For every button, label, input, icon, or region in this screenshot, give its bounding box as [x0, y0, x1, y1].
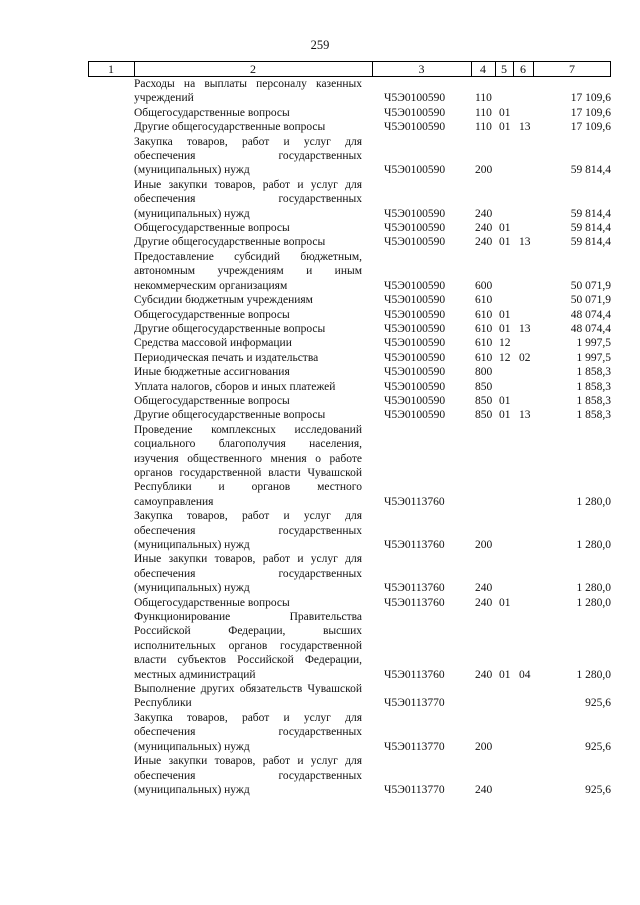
cell-sum: 1 280,0	[576, 668, 611, 681]
cell-code: Ч5Э0100590	[384, 380, 446, 393]
table-row	[88, 394, 611, 408]
table-row	[88, 336, 611, 350]
cell-pr: 13	[519, 236, 531, 249]
cell-name: Общегосударственные вопросы	[134, 394, 290, 407]
cell-vr: 200	[475, 740, 493, 753]
header-col-5: 5	[501, 62, 507, 76]
table-row	[88, 682, 611, 711]
cell-rz: 01	[499, 121, 511, 134]
budget-table	[88, 61, 611, 797]
table-row	[88, 754, 611, 797]
cell-rz: 12	[499, 351, 511, 364]
cell-vr: 200	[475, 164, 493, 177]
cell-sum: 50 071,9	[570, 294, 611, 307]
cell-code: Ч5Э0113760	[384, 668, 445, 681]
cell-vr: 200	[475, 539, 493, 551]
cell-code: Ч5Э0100590	[384, 279, 446, 292]
cell-code: Ч5Э0100590	[384, 92, 446, 105]
cell-name: Проведение комплексных исследований социального благополучия населения, изучения общественного мнения о работе органов государственной власти Чувашской Республики и органов местного самоуправления	[134, 423, 362, 508]
cell-rz: 01	[499, 394, 511, 407]
table-row	[88, 596, 611, 610]
table-row	[88, 552, 611, 595]
table-row	[88, 135, 611, 178]
cell-pr: 13	[519, 322, 531, 335]
cell-vr: 850	[475, 394, 493, 407]
cell-vr: 240	[475, 582, 493, 595]
cell-name: Выполнение других обязательств Чувашской Республики	[134, 683, 362, 710]
cell-vr: 800	[475, 366, 493, 379]
table-row	[88, 178, 611, 221]
table-row	[88, 322, 611, 336]
header-col-6: 6	[520, 62, 526, 76]
cell-name: Уплата налогов, сборов и иных платежей	[134, 380, 336, 393]
page-number: 259	[310, 38, 330, 52]
cell-sum: 48 074,4	[570, 308, 611, 321]
cell-rz: 01	[499, 596, 511, 609]
cell-vr: 240	[475, 668, 493, 681]
cell-name: Субсидии бюджетным учреждениям	[134, 294, 313, 307]
table-row	[88, 509, 611, 552]
cell-name: Периодическая печать и издательства	[134, 351, 319, 364]
table-row	[88, 380, 611, 394]
cell-vr: 110	[475, 106, 492, 119]
cell-vr: 610	[475, 294, 493, 307]
header-col-1: 1	[108, 62, 114, 76]
cell-vr: 610	[475, 308, 493, 321]
cell-pr: 04	[519, 668, 531, 681]
cell-code: Ч5Э0100590	[384, 207, 446, 220]
cell-name: Другие общегосударственные вопросы	[134, 322, 326, 335]
table-row	[88, 711, 611, 754]
table-row	[88, 77, 611, 106]
header-col-3: 3	[418, 62, 425, 76]
cell-name: Функционирование Правительства Российской Федерации, высших исполнительных органов государственной власти субъектов Российской Федерации, местных администраций	[134, 611, 362, 681]
cell-name: Другие общегосударственные вопросы	[134, 121, 326, 134]
table-header	[88, 61, 611, 77]
cell-code: Ч5Э0113770	[384, 697, 445, 710]
cell-code: Ч5Э0113760	[384, 495, 445, 508]
cell-sum: 59 814,4	[570, 207, 611, 220]
cell-sum: 925,6	[585, 740, 611, 753]
cell-vr: 240	[475, 236, 493, 249]
cell-code: Ч5Э0113760	[384, 582, 445, 595]
cell-vr: 600	[475, 279, 493, 292]
cell-code: Ч5Э0100590	[384, 409, 446, 422]
table-row	[88, 423, 611, 509]
cell-sum: 1 280,0	[576, 596, 611, 609]
cell-sum: 1 997,5	[576, 337, 611, 350]
cell-code: Ч5Э0113760	[384, 539, 445, 551]
cell-code: Ч5Э0100590	[384, 394, 446, 407]
cell-name: Другие общегосударственные вопросы	[134, 409, 326, 422]
table-row	[88, 221, 611, 235]
cell-name: Иные бюджетные ассигнования	[134, 366, 290, 379]
cell-name: Другие общегосударственные вопросы	[134, 236, 326, 249]
cell-code: Ч5Э0100590	[384, 351, 446, 364]
cell-vr: 110	[475, 92, 492, 105]
cell-code: Ч5Э0100590	[384, 294, 446, 307]
cell-name: Общегосударственные вопросы	[134, 106, 290, 119]
table-row	[88, 120, 611, 134]
cell-code: Ч5Э0100590	[384, 121, 446, 134]
cell-sum: 17 109,6	[570, 106, 611, 119]
header-col-2: 2	[250, 62, 256, 76]
header-col-4: 4	[480, 62, 486, 76]
cell-rz: 01	[499, 409, 511, 422]
cell-sum: 17 109,6	[570, 121, 611, 134]
cell-name: Общегосударственные вопросы	[134, 308, 290, 321]
cell-code: Ч5Э0100590	[384, 164, 446, 177]
cell-sum: 925,6	[585, 783, 611, 796]
cell-vr: 240	[475, 783, 493, 796]
cell-rz: 01	[499, 322, 511, 335]
table-row	[88, 106, 611, 120]
table-row	[88, 610, 611, 682]
table-row	[88, 365, 611, 379]
cell-vr: 850	[475, 409, 493, 422]
cell-vr: 850	[475, 380, 493, 393]
cell-name: Общегосударственные вопросы	[134, 222, 290, 235]
cell-rz: 12	[499, 337, 511, 350]
cell-sum: 48 074,4	[570, 322, 611, 335]
cell-vr: 610	[475, 322, 493, 335]
cell-pr: 13	[519, 121, 531, 134]
cell-code: Ч5Э0100590	[384, 236, 446, 249]
cell-sum: 50 071,9	[570, 279, 611, 292]
cell-vr: 240	[475, 207, 493, 220]
table-row	[88, 308, 611, 322]
cell-name: Закупка товаров, работ и услуг для обеспечения государственных (муниципальных) нужд	[134, 135, 362, 177]
table-row	[88, 235, 611, 249]
cell-vr: 240	[475, 222, 493, 235]
table-row	[88, 293, 611, 307]
cell-sum: 1 997,5	[576, 351, 611, 364]
cell-code: Ч5Э0100590	[384, 366, 446, 379]
cell-pr: 13	[519, 409, 531, 422]
cell-vr: 610	[475, 351, 493, 364]
cell-code: Ч5Э0100590	[384, 308, 446, 321]
table-row	[88, 250, 611, 293]
cell-sum: 59 814,4	[570, 164, 611, 177]
cell-rz: 01	[499, 308, 511, 321]
cell-sum: 1 858,3	[576, 380, 611, 393]
cell-rz: 01	[499, 668, 511, 681]
cell-sum: 1 858,3	[576, 394, 611, 407]
cell-sum: 1 280,0	[576, 539, 611, 551]
header-col-7: 7	[569, 62, 575, 76]
cell-sum: 1 280,0	[576, 495, 611, 508]
cell-vr: 240	[475, 596, 493, 609]
cell-sum: 59 814,4	[570, 222, 611, 235]
cell-rz: 01	[499, 222, 511, 235]
cell-sum: 925,6	[585, 697, 611, 710]
cell-code: Ч5Э0113770	[384, 740, 445, 753]
cell-name: Иные закупки товаров, работ и услуг для обеспечения государственных (муниципальных) нужд	[134, 755, 362, 796]
cell-name: Иные закупки товаров, работ и услуг для обеспечения государственных (муниципальных) нужд	[134, 553, 362, 595]
cell-name: Общегосударственные вопросы	[134, 596, 290, 609]
cell-code: Ч5Э0113760	[384, 596, 445, 609]
table-row	[88, 408, 611, 422]
cell-rz: 01	[499, 106, 511, 119]
cell-vr: 610	[475, 337, 493, 350]
cell-code: Ч5Э0100590	[384, 222, 446, 235]
cell-name: Иные закупки товаров, работ и услуг для обеспечения государственных (муниципальных) нужд	[134, 178, 362, 220]
cell-name: Закупка товаров, работ и услуг для обеспечения государственных (муниципальных) нужд	[134, 510, 362, 551]
table-row	[88, 351, 611, 365]
cell-sum: 1 858,3	[576, 366, 611, 379]
cell-name: Предоставление субсидий бюджетным, автономным учреждениям и иным некоммерческим организациям	[134, 250, 362, 292]
cell-code: Ч5Э0100590	[384, 337, 446, 350]
cell-vr: 110	[475, 121, 492, 134]
table-body	[88, 77, 611, 797]
cell-sum: 1 280,0	[576, 582, 611, 595]
cell-pr: 02	[519, 351, 531, 364]
cell-code: Ч5Э0100590	[384, 106, 446, 119]
cell-name: Расходы на выплаты персоналу казенных учреждений	[134, 78, 362, 105]
cell-sum: 59 814,4	[570, 236, 611, 249]
cell-code: Ч5Э0113770	[384, 783, 445, 796]
cell-name: Средства массовой информации	[134, 337, 292, 350]
cell-rz: 01	[499, 236, 511, 249]
cell-code: Ч5Э0100590	[384, 322, 446, 335]
cell-sum: 17 109,6	[570, 92, 611, 105]
cell-name: Закупка товаров, работ и услуг для обеспечения государственных (муниципальных) нужд	[134, 711, 362, 753]
cell-sum: 1 858,3	[576, 409, 611, 422]
